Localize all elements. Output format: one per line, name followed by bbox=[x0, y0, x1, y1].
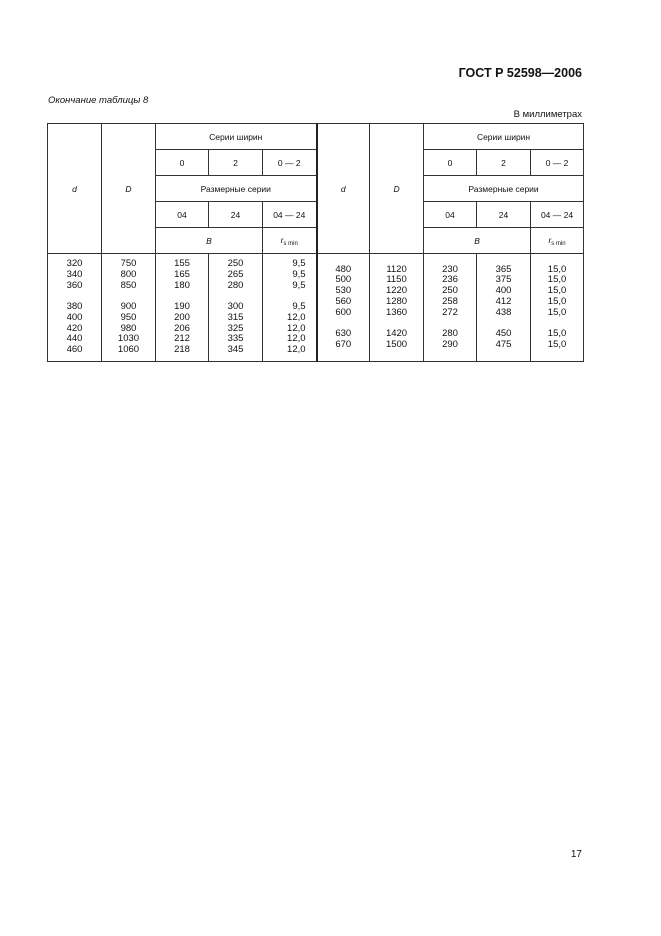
table-cell: 400 bbox=[495, 285, 512, 297]
table-cell: 12,0 bbox=[287, 343, 306, 355]
table-cell: 440 bbox=[66, 333, 83, 345]
table-cell: 9,5 bbox=[292, 258, 306, 270]
table-cell: 1220 bbox=[385, 285, 408, 297]
table-cell: 980 bbox=[120, 322, 137, 334]
table-cell: 15,0 bbox=[547, 306, 567, 318]
table-cell: 335 bbox=[227, 333, 244, 345]
table-cell: 530 bbox=[335, 285, 352, 297]
width-code-left-2: 0 — 2 bbox=[263, 150, 317, 176]
dim-code-left-1: 24 bbox=[209, 202, 263, 228]
table-cell: 12,0 bbox=[287, 322, 306, 334]
table-cell: 15,0 bbox=[547, 338, 567, 350]
table-cell: 480 bbox=[335, 263, 352, 275]
table-cell: 1030 bbox=[117, 333, 140, 345]
header-dim-series-right: Размерные серии bbox=[424, 176, 584, 202]
table-cell: 900 bbox=[120, 301, 137, 313]
table-cell: 670 bbox=[335, 338, 352, 350]
table-cell: 280 bbox=[442, 327, 458, 339]
table-cell: 300 bbox=[227, 301, 244, 313]
header-B-left: B bbox=[156, 228, 263, 254]
col-B2-left bbox=[209, 254, 263, 362]
dim-code-right-2: 04 — 24 bbox=[531, 202, 584, 228]
table-cell: 325 bbox=[227, 322, 244, 334]
table-cell: 950 bbox=[120, 311, 137, 323]
table-cell: 265 bbox=[227, 269, 244, 281]
table-cell: 15,0 bbox=[547, 327, 567, 339]
dim-code-left-0: 04 bbox=[156, 202, 209, 228]
table-cell: 230 bbox=[442, 263, 458, 275]
table-cell: 365 bbox=[495, 263, 512, 275]
table-cell: 12,0 bbox=[287, 333, 306, 345]
table-cell: 412 bbox=[495, 295, 512, 307]
table-cell: 1420 bbox=[385, 327, 408, 339]
col-B1-right bbox=[424, 254, 477, 362]
table-cell: 180 bbox=[174, 279, 190, 291]
table-cell: 250 bbox=[227, 258, 244, 270]
table-cell: 212 bbox=[174, 333, 190, 345]
table-cell: 850 bbox=[120, 279, 137, 291]
table-cell: 315 bbox=[227, 311, 244, 323]
table-cell: 800 bbox=[120, 269, 137, 281]
table-cell: 450 bbox=[495, 327, 512, 339]
table-cell: 475 bbox=[495, 338, 512, 350]
standard-number: ГОСТ Р 52598—2006 bbox=[458, 66, 582, 80]
table-cell: 340 bbox=[66, 269, 83, 281]
header-rs-left: $r_{s min}$ bbox=[263, 228, 317, 254]
width-code-left-0: 0 bbox=[156, 150, 209, 176]
header-width-series-right: Серии ширин bbox=[424, 124, 584, 150]
header-D-right: D bbox=[370, 124, 424, 254]
table-cell: 1280 bbox=[385, 295, 408, 307]
col-rs-right bbox=[531, 254, 584, 362]
table-cell: 460 bbox=[66, 343, 83, 355]
page-number: 17 bbox=[570, 849, 582, 860]
table-cell: 258 bbox=[442, 295, 458, 307]
table-cell: 1360 bbox=[385, 306, 408, 318]
table-cell: 375 bbox=[495, 274, 512, 286]
table-cell: 1500 bbox=[385, 338, 408, 350]
col-rs-left bbox=[263, 254, 317, 362]
table-cell: 9,5 bbox=[292, 269, 306, 281]
col-d-left bbox=[48, 254, 102, 362]
table-cell: 320 bbox=[66, 258, 83, 270]
width-code-right-2: 0 — 2 bbox=[531, 150, 584, 176]
table-cell: 290 bbox=[442, 338, 458, 350]
table-cell: 500 bbox=[335, 274, 352, 286]
table-cell: 236 bbox=[442, 274, 458, 286]
table-cell: 438 bbox=[495, 306, 512, 318]
width-code-left-1: 2 bbox=[209, 150, 263, 176]
dim-code-right-1: 24 bbox=[477, 202, 531, 228]
units-note: В миллиметрах bbox=[513, 109, 582, 120]
table-cell: 272 bbox=[442, 306, 458, 318]
table-cell: 630 bbox=[335, 327, 352, 339]
header-B-right: B bbox=[424, 228, 531, 254]
col-B1-left bbox=[156, 254, 209, 362]
table-cell: 9,5 bbox=[292, 279, 306, 291]
table-cell: 345 bbox=[227, 343, 244, 355]
header-dim-series-left: Размерные серии bbox=[156, 176, 317, 202]
table-cell: 165 bbox=[174, 269, 190, 281]
table-cell: 1120 bbox=[386, 263, 407, 275]
table-cell: 1150 bbox=[386, 274, 407, 286]
header-rs-right: $r_{s min}$ bbox=[531, 228, 584, 254]
table-cell: 280 bbox=[227, 279, 244, 291]
col-D-left bbox=[102, 254, 156, 362]
table-cell: 206 bbox=[174, 322, 190, 334]
table-cell: 1060 bbox=[117, 343, 140, 355]
width-code-right-0: 0 bbox=[424, 150, 477, 176]
col-D-right bbox=[370, 254, 424, 362]
table-cell: 9,5 bbox=[292, 301, 306, 313]
table-cell: 600 bbox=[335, 306, 352, 318]
table-cell: 15,0 bbox=[547, 285, 567, 297]
width-code-right-1: 2 bbox=[477, 150, 531, 176]
dim-code-left-2: 04 — 24 bbox=[263, 202, 317, 228]
header-D-left: D bbox=[102, 124, 156, 254]
table-cell: 200 bbox=[174, 311, 190, 323]
header-width-series-left: Серии ширин bbox=[156, 124, 317, 150]
table-cell: 12,0 bbox=[287, 311, 306, 323]
table-cell: 15,0 bbox=[547, 274, 567, 286]
table-cell: 750 bbox=[120, 258, 137, 270]
table-cell: 400 bbox=[66, 311, 83, 323]
table-cell: 15,0 bbox=[547, 263, 567, 275]
table-cell: 560 bbox=[335, 295, 352, 307]
header-d-right: d bbox=[317, 124, 370, 254]
table-caption: Окончание таблицы 8 bbox=[48, 95, 149, 106]
col-d-right bbox=[317, 254, 370, 362]
table-cell: 190 bbox=[174, 301, 190, 313]
table-cell: 250 bbox=[442, 285, 458, 297]
table-cell: 420 bbox=[66, 322, 83, 334]
col-B2-right bbox=[477, 254, 531, 362]
bearing-dimensions-table bbox=[47, 123, 584, 362]
dim-code-right-0: 04 bbox=[424, 202, 477, 228]
header-d-left: d bbox=[48, 124, 102, 254]
table-cell: 380 bbox=[66, 301, 83, 313]
table-cell: 15,0 bbox=[547, 295, 567, 307]
table-cell: 155 bbox=[174, 258, 190, 270]
table-cell: 218 bbox=[174, 343, 190, 355]
table-cell: 360 bbox=[66, 279, 83, 291]
